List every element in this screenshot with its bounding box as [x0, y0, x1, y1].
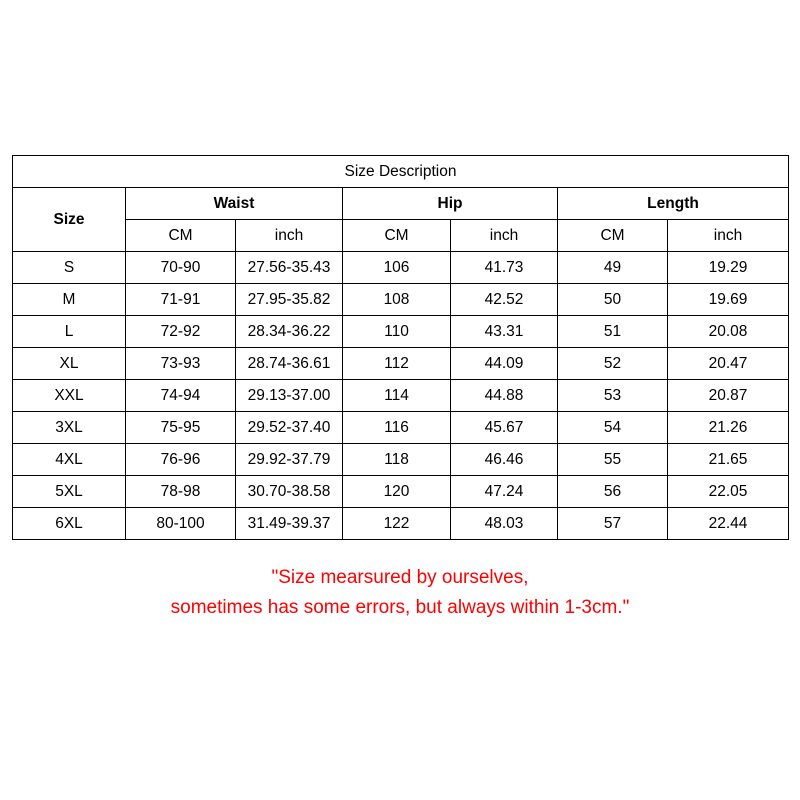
table-unit-header-row [13, 220, 789, 252]
cell-waist-cm: 76-96 [126, 444, 236, 476]
table-row [13, 380, 789, 412]
cell-size: XXL [13, 380, 126, 412]
cell-length-inch: 22.05 [668, 476, 789, 508]
table-row [13, 252, 789, 284]
cell-hip-inch: 45.67 [451, 412, 558, 444]
header-hip-cm: CM [343, 220, 451, 252]
cell-length-cm: 51 [558, 316, 668, 348]
cell-length-cm: 55 [558, 444, 668, 476]
cell-length-cm: 54 [558, 412, 668, 444]
cell-waist-cm: 73-93 [126, 348, 236, 380]
cell-hip-cm: 112 [343, 348, 451, 380]
cell-length-inch: 19.69 [668, 284, 789, 316]
cell-waist-cm: 78-98 [126, 476, 236, 508]
measurement-note-line1: "Size mearsured by ourselves, [271, 567, 529, 588]
cell-hip-cm: 108 [343, 284, 451, 316]
header-waist: Waist [126, 188, 343, 220]
cell-hip-cm: 122 [343, 508, 451, 540]
cell-size: 3XL [13, 412, 126, 444]
cell-hip-cm: 106 [343, 252, 451, 284]
cell-waist-cm: 74-94 [126, 380, 236, 412]
cell-length-inch: 19.29 [668, 252, 789, 284]
table-row [13, 444, 789, 476]
table-row [13, 316, 789, 348]
cell-hip-inch: 43.31 [451, 316, 558, 348]
cell-hip-inch: 44.88 [451, 380, 558, 412]
table-row [13, 284, 789, 316]
cell-hip-inch: 48.03 [451, 508, 558, 540]
cell-length-cm: 53 [558, 380, 668, 412]
cell-waist-cm: 72-92 [126, 316, 236, 348]
cell-waist-cm: 70-90 [126, 252, 236, 284]
cell-length-cm: 52 [558, 348, 668, 380]
cell-length-inch: 20.47 [668, 348, 789, 380]
cell-size: 5XL [13, 476, 126, 508]
cell-size: S [13, 252, 126, 284]
header-size: Size [13, 188, 126, 252]
cell-length-inch: 22.44 [668, 508, 789, 540]
cell-length-cm: 50 [558, 284, 668, 316]
cell-length-inch: 20.87 [668, 380, 789, 412]
cell-size: M [13, 284, 126, 316]
cell-length-cm: 49 [558, 252, 668, 284]
cell-hip-inch: 47.24 [451, 476, 558, 508]
header-length-inch: inch [668, 220, 789, 252]
cell-hip-cm: 116 [343, 412, 451, 444]
cell-hip-inch: 41.73 [451, 252, 558, 284]
table-group-header-row [13, 188, 789, 220]
cell-waist-inch: 27.56-35.43 [236, 252, 343, 284]
cell-waist-inch: 28.74-36.61 [236, 348, 343, 380]
cell-waist-inch: 29.52-37.40 [236, 412, 343, 444]
cell-waist-inch: 27.95-35.82 [236, 284, 343, 316]
header-hip: Hip [343, 188, 558, 220]
cell-hip-cm: 110 [343, 316, 451, 348]
header-length: Length [558, 188, 789, 220]
cell-hip-inch: 44.09 [451, 348, 558, 380]
measurement-note-line2: sometimes has some errors, but always within 1-3cm." [170, 597, 630, 618]
cell-size: 4XL [13, 444, 126, 476]
cell-length-inch: 20.08 [668, 316, 789, 348]
cell-length-inch: 21.65 [668, 444, 789, 476]
cell-waist-inch: 31.49-39.37 [236, 508, 343, 540]
cell-hip-cm: 118 [343, 444, 451, 476]
header-length-cm: CM [558, 220, 668, 252]
cell-length-cm: 57 [558, 508, 668, 540]
cell-waist-inch: 29.92-37.79 [236, 444, 343, 476]
cell-waist-cm: 80-100 [126, 508, 236, 540]
size-chart-table [12, 155, 789, 540]
cell-hip-cm: 120 [343, 476, 451, 508]
table-row [13, 508, 789, 540]
cell-length-cm: 56 [558, 476, 668, 508]
size-chart-table-container [12, 155, 788, 540]
table-row [13, 476, 789, 508]
cell-waist-inch: 30.70-38.58 [236, 476, 343, 508]
measurement-note [0, 563, 800, 623]
header-waist-cm: CM [126, 220, 236, 252]
cell-size: L [13, 316, 126, 348]
cell-waist-inch: 29.13-37.00 [236, 380, 343, 412]
cell-waist-cm: 75-95 [126, 412, 236, 444]
cell-length-inch: 21.26 [668, 412, 789, 444]
header-waist-inch: inch [236, 220, 343, 252]
cell-hip-inch: 46.46 [451, 444, 558, 476]
cell-waist-cm: 71-91 [126, 284, 236, 316]
cell-hip-cm: 114 [343, 380, 451, 412]
table-row [13, 348, 789, 380]
cell-size: XL [13, 348, 126, 380]
cell-size: 6XL [13, 508, 126, 540]
cell-waist-inch: 28.34-36.22 [236, 316, 343, 348]
cell-hip-inch: 42.52 [451, 284, 558, 316]
table-title: Size Description [13, 156, 789, 188]
table-row [13, 412, 789, 444]
header-hip-inch: inch [451, 220, 558, 252]
table-title-row [13, 156, 789, 188]
